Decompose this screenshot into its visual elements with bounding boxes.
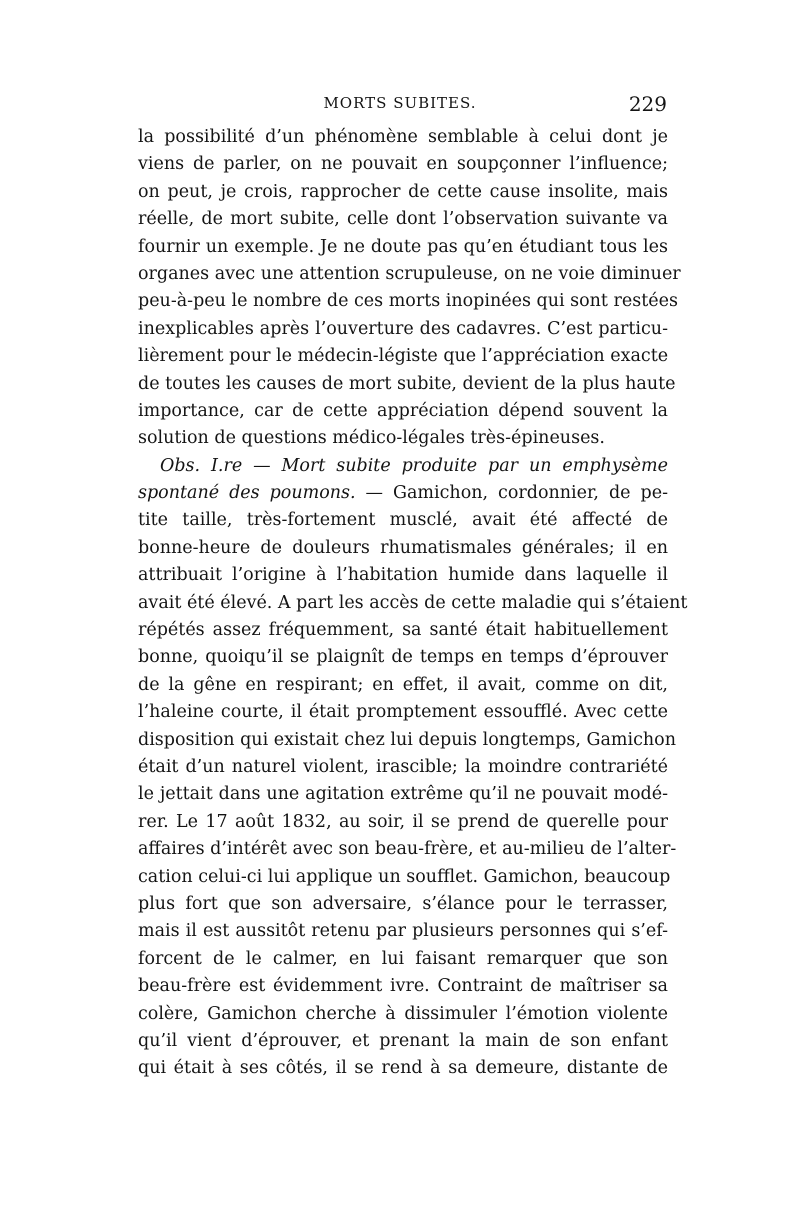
observation-heading-line <box>138 453 668 480</box>
page-number: 229 <box>628 92 667 116</box>
text-line: de la gêne en respirant; en effet, il avait, comme on dit, <box>138 674 668 695</box>
text-line: mais il est aussitôt retenu par plusieurs personnes qui s’ef- <box>138 921 668 942</box>
text-line: qu’il vient d’éprouver, et prenant la main de son enfant <box>138 1030 668 1051</box>
text-line: bonne, quoiqu’il se plaignît de temps en temps d’éprouver <box>138 647 668 668</box>
text-line: beau-frère est évidemment ivre. Contraint de maîtriser sa <box>138 976 668 997</box>
text-line: tite taille, très-fortement musclé, avait été affecté de <box>138 510 668 531</box>
text-line: cation celui-ci lui applique un soufflet. Gamichon, beaucoup <box>138 866 671 887</box>
text-line: avait été élevé. A part les accès de cette maladie qui s’étaient <box>138 592 688 613</box>
text-line: organes avec une attention scrupuleuse, on ne voie diminuer <box>138 263 681 284</box>
observation-label: Obs. I.re — <box>160 455 271 476</box>
text-line: on peut, je crois, rapprocher de cette cause insolite, mais <box>138 181 668 202</box>
text-line: importance, car de cette appréciation dépend souvent la <box>138 400 668 421</box>
text-line: était d’un naturel violent, irascible; la moindre contrariété <box>138 756 668 777</box>
text-line: peu-à-peu le nombre de ces morts inopinées qui sont restées <box>138 291 678 312</box>
text-line: le jettait dans une agitation extrême qu’il ne pouvait modé- <box>138 784 668 805</box>
observation-title: Mort subite produite par un emphysème <box>281 455 668 476</box>
text-line: réelle, de mort subite, celle dont l’observation suivante va <box>138 209 668 230</box>
text-line: rer. Le 17 août 1832, au soir, il se prend de querelle pour <box>138 811 668 832</box>
text-line: lièrement pour le médecin-légiste que l’appréciation exacte <box>138 346 669 367</box>
body-text <box>138 124 688 1083</box>
text-line: attribuait l’origine à l’habitation humide dans laquelle il <box>138 565 668 586</box>
text-fragment: — Gamichon, cordonnier, de pe- <box>365 483 668 504</box>
text-line: plus fort que son adversaire, s’élance pour le terrasser, <box>138 893 668 914</box>
text-line: fournir un exemple. Je ne doute pas qu’en étudiant tous les <box>138 236 668 257</box>
observation-heading-line-2 <box>138 480 668 507</box>
text-line: solution de questions médico-légales très-épineuses. <box>138 428 605 449</box>
text-line: la possibilité d’un phénomène semblable à celui dont je <box>138 127 668 147</box>
observation-title-continued: spontané des poumons. <box>138 483 356 504</box>
text-line: de toutes les causes de mort subite, devient de la plus haute <box>138 373 676 394</box>
text-line: disposition qui existait chez lui depuis longtemps, Gamichon <box>138 729 676 750</box>
text-line: viens de parler, on ne pouvait en soupçonner l’influence; <box>138 154 668 175</box>
text-line: bonne-heure de douleurs rhumatismales générales; il en <box>138 537 668 558</box>
text-line: forcent de le calmer, en lui faisant remarquer que son <box>138 948 668 969</box>
page-header <box>0 92 800 122</box>
text-line: inexplicables après l’ouverture des cadavres. C’est particu- <box>138 318 668 339</box>
text-line: l’haleine courte, il était promptement essoufflé. Avec cette <box>138 702 668 723</box>
running-head: MORTS SUBITES. <box>323 94 477 112</box>
text-line: répétés assez fréquemment, sa santé était habituellement <box>138 620 668 641</box>
text-line: colère, Gamichon cherche à dissimuler l’émotion violente <box>138 1003 668 1024</box>
text-line: affaires d’intérêt avec son beau-frère, et au-milieu de l’alter- <box>138 839 677 860</box>
text-line: qui était à ses côtés, il se rend à sa demeure, distante de <box>138 1058 668 1079</box>
